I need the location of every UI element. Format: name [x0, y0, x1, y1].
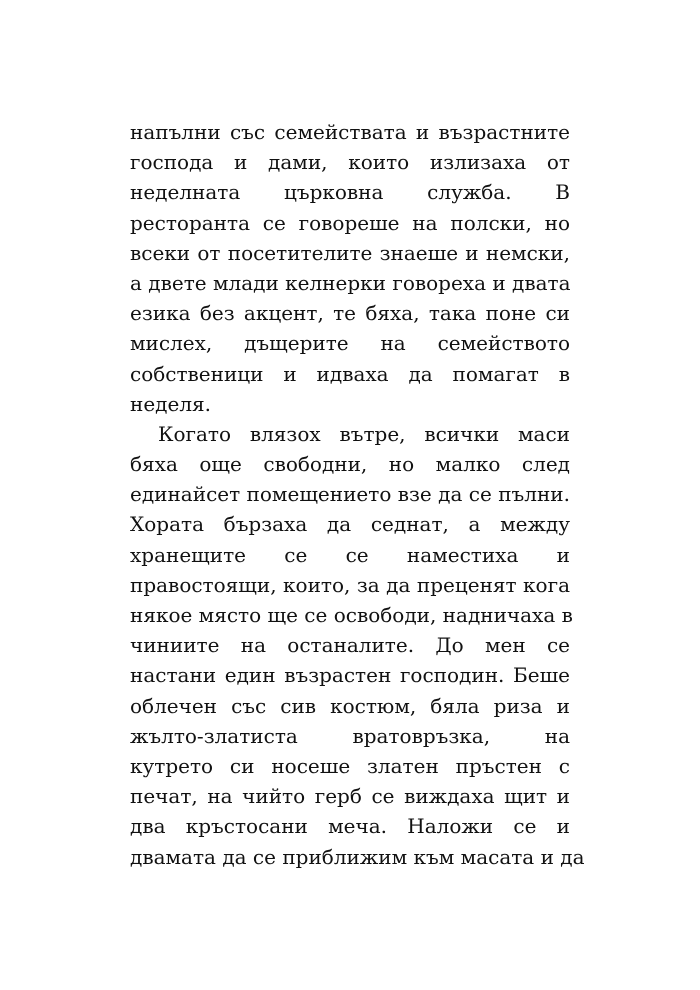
text-line: жълто-златиста вратовръзка, на — [130, 723, 570, 748]
text-line: неделната църковна служба. В — [130, 180, 570, 205]
paragraph — [130, 117, 570, 419]
text-line: а двете млади келнерки говореха и двата — [130, 270, 571, 295]
text-line: кутрето си носеше златен пръстен с — [130, 753, 570, 778]
text-line: неделя. — [130, 391, 211, 416]
text-line: ресторанта се говореше на полски, но — [130, 210, 570, 235]
text-line: мислех, дъщерите на семейството — [130, 331, 570, 356]
text-line: настани един възрастен господин. Беше — [130, 663, 570, 688]
text-line: някое място ще се освободи, надничаха в — [130, 603, 573, 627]
text-line: Когато влязох вътре, всички маси — [158, 421, 570, 446]
text-line: езика без акцент, те бяха, така поне си — [130, 301, 570, 326]
text-line: хранещите се се наместиха и — [130, 542, 570, 567]
text-line: всеки от посетителите знаеше и немски, — [130, 240, 570, 265]
text-line: Хората бързаха да седнат, а между — [130, 512, 570, 537]
text-line: печат, на чийто герб се виждаха щит и — [130, 784, 570, 809]
text-line: господа и дами, които излизаха от — [130, 150, 570, 175]
text-line: двамата да се приближим към масата и да — [130, 844, 585, 869]
text-line: собственици и идваха да помагат в — [130, 361, 570, 386]
body-text — [130, 117, 585, 872]
text-line: напълни със семействата и възрастните — [130, 120, 570, 144]
text-line: правостоящи, които, за да преценят кога — [130, 572, 570, 597]
text-line: облечен със сив костюм, бяла риза и — [130, 693, 570, 718]
paragraph — [130, 419, 585, 872]
text-line: чиниите на останалите. До мен се — [130, 633, 570, 658]
text-line: два кръстосани меча. Наложи се и — [130, 814, 570, 839]
text-line: бяха още свободни, но малко след — [130, 452, 570, 477]
text-line: единайсет помещението взе да се пълни. — [130, 482, 570, 507]
